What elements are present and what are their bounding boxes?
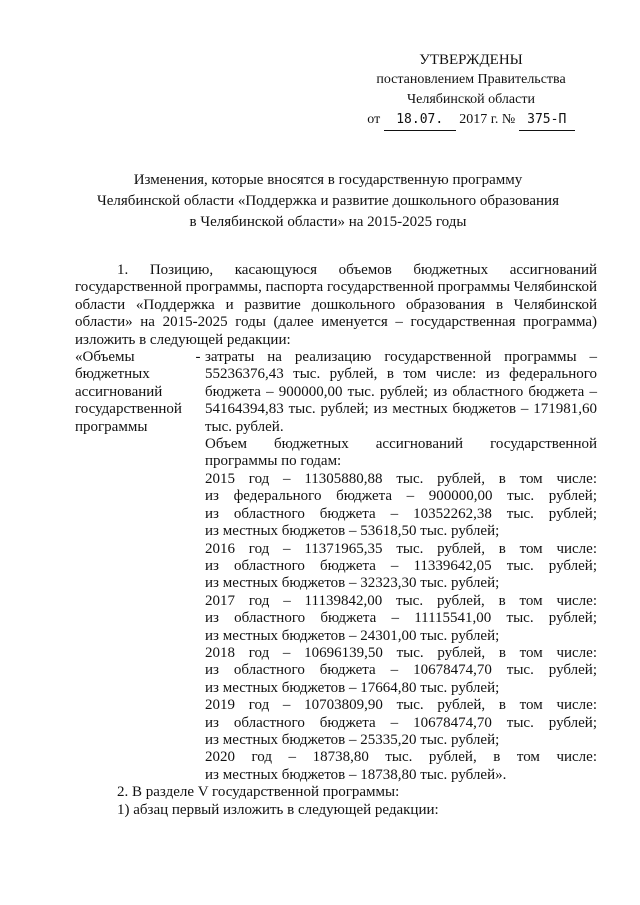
approval-date: 18.07. bbox=[384, 110, 456, 131]
year-total-line: 2018 год – 10696139,50 тыс. рублей, в том числе: bbox=[205, 644, 597, 661]
year-block bbox=[205, 749, 597, 784]
year-block bbox=[205, 645, 597, 697]
year-block bbox=[205, 593, 597, 645]
year-source-line: из местных бюджетов – 32323,30 тыс. рублей; bbox=[205, 575, 500, 592]
year-source-line: из областного бюджета – 10352262,38 тыс. рублей; bbox=[205, 505, 597, 522]
year-source-line: из местных бюджетов – 18738,80 тыс. рублей». bbox=[205, 766, 507, 783]
approval-number: 375-П bbox=[519, 110, 575, 131]
approval-year: 2017 г. № bbox=[459, 112, 516, 127]
year-source-line: из областного бюджета – 10678474,70 тыс. рублей; bbox=[205, 714, 597, 731]
year-source-line: из местных бюджетов – 17664,80 тыс. рублей; bbox=[205, 679, 500, 696]
year-block bbox=[205, 697, 597, 749]
approval-stamp bbox=[356, 50, 586, 131]
year-source-line: из областного бюджета – 11339642,05 тыс. рублей; bbox=[205, 557, 597, 574]
paragraph-1: 1. Позицию, касающуюся объемов бюджетных ассигнований государственной программы, паспорта государственной программы Челябинской области «Поддержка и развитие дошкольного образования в Челябинской области» на 2015-2025 годы (далее именуется – государственная программа) изложить в следующей редакции: bbox=[75, 262, 597, 348]
year-total-line: 2016 год – 11371965,35 тыс. рублей, в том числе: bbox=[205, 540, 597, 557]
year-source-line: из федерального бюджета – 900000,00 тыс. рублей; bbox=[205, 488, 597, 505]
approval-line-region: Челябинской области bbox=[407, 92, 535, 107]
year-total-line: 2017 год – 11139842,00 тыс. рублей, в том числе: bbox=[205, 592, 597, 609]
position-dash: - bbox=[195, 349, 201, 366]
year-source-line: из местных бюджетов – 24301,00 тыс. рублей; bbox=[205, 627, 500, 644]
year-total-line: 2020 год – 18738,80 тыс. рублей, в том числе: bbox=[205, 749, 597, 766]
title-line-1: Изменения, которые вносятся в государственную программу bbox=[133, 172, 523, 188]
year-source-line: из областного бюджета – 10678474,70 тыс. рублей; bbox=[205, 662, 597, 679]
year-source-line: из областного бюджета – 11115541,00 тыс. рублей; bbox=[205, 610, 597, 627]
approval-date-line bbox=[356, 110, 586, 131]
title-line-3: в Челябинской области» на 2015-2025 годы bbox=[189, 214, 467, 230]
document-body bbox=[75, 262, 597, 819]
position-content bbox=[203, 349, 597, 784]
paragraph-2: 2. В разделе V государственной программы: bbox=[117, 784, 400, 801]
year-block bbox=[205, 541, 597, 593]
position-label: «Объемы бюджетных ассигнований государственной программы bbox=[75, 349, 182, 435]
position-summary: затраты на реализацию государственной программы – 55236376,43 тыс. рублей, в том числе: из федерального бюджета – 900000,00 тыс. рублей; из областного бюджета – 54164394,83 тыс. рублей; из местных бюджетов – 171981,60 тыс. рублей. bbox=[205, 349, 597, 435]
approval-line-government: постановлением Правительства bbox=[376, 72, 566, 87]
document-title bbox=[88, 170, 568, 233]
budget-position-row bbox=[75, 349, 597, 784]
year-total-line: 2015 год – 11305880,88 тыс. рублей, в том числе: bbox=[205, 470, 597, 487]
paragraph-3: 1) абзац первый изложить в следующей редакции: bbox=[117, 801, 439, 818]
year-block bbox=[205, 471, 597, 541]
year-source-line: из местных бюджетов – 53618,50 тыс. рублей; bbox=[205, 523, 500, 540]
year-source-line: из местных бюджетов – 25335,20 тыс. рублей; bbox=[205, 731, 500, 748]
title-line-2: Челябинской области «Поддержка и развитие дошкольного образования bbox=[97, 193, 559, 209]
year-total-line: 2019 год – 10703809,90 тыс. рублей, в том числе: bbox=[205, 697, 597, 714]
approval-from-label: от bbox=[367, 112, 381, 127]
years-list bbox=[205, 471, 597, 784]
position-by-years-intro: Объем бюджетных ассигнований государственной программы по годам: bbox=[205, 436, 597, 470]
approval-heading: УТВЕРЖДЕНЫ bbox=[419, 52, 523, 68]
